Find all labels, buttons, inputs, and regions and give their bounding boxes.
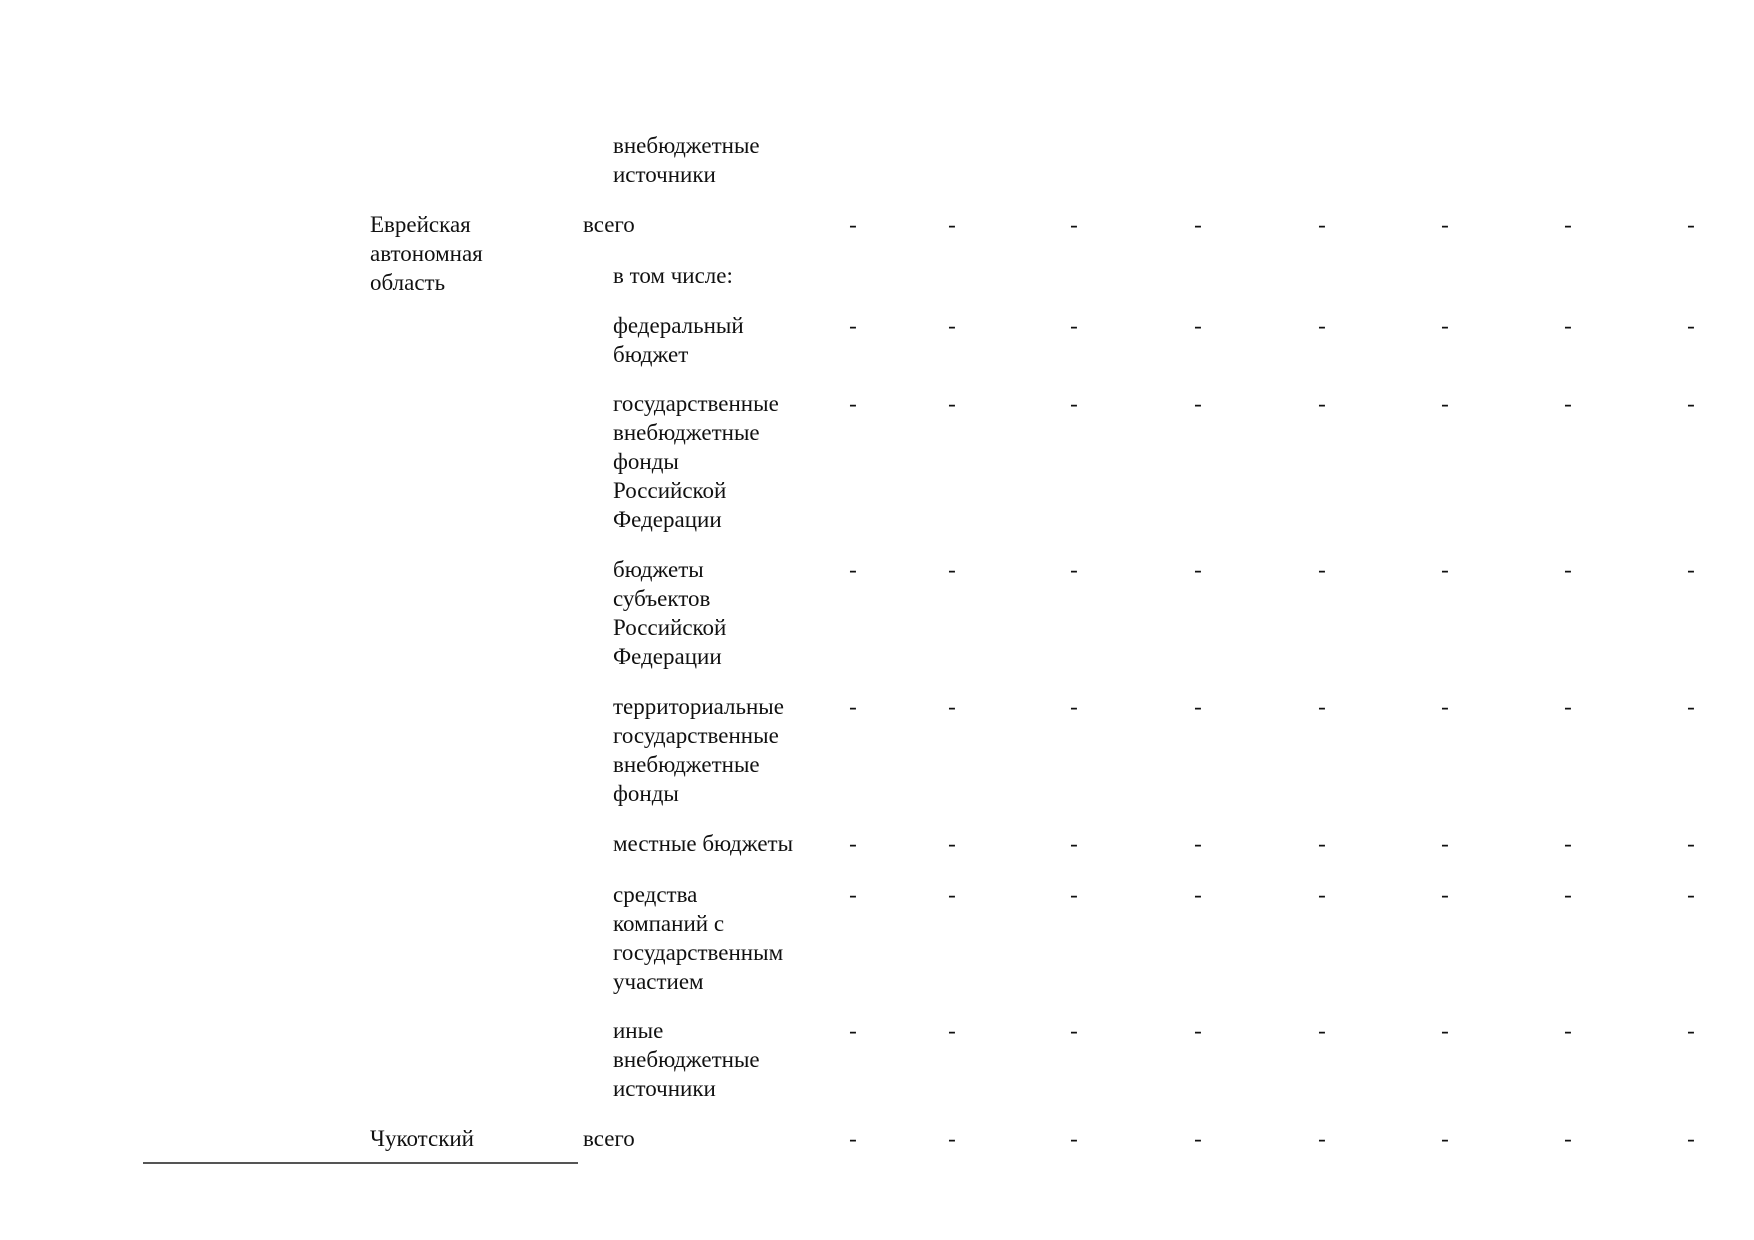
value-cell: -	[1441, 557, 1449, 582]
value-cell: -	[1318, 391, 1326, 416]
value-cell: -	[849, 831, 857, 856]
value-cell: -	[1687, 557, 1695, 582]
row-label-local-budgets	[613, 829, 793, 858]
value-cell: -	[1564, 557, 1572, 582]
value-cell: -	[1564, 831, 1572, 856]
region-name-chukotka: Чукотский	[370, 1126, 474, 1151]
including-label: в том числе:	[613, 263, 733, 288]
label-line: бюджет	[613, 342, 689, 367]
value-cell: -	[1564, 1018, 1572, 1043]
value-cell: -	[1318, 212, 1326, 237]
region-name-jewish-ao	[370, 210, 483, 297]
value-cell: -	[1318, 1126, 1326, 1151]
value-cell: -	[1194, 831, 1202, 856]
label-line: Российской	[613, 615, 727, 640]
label-line: внебюджетные	[613, 420, 760, 445]
value-cell: -	[1194, 1126, 1202, 1151]
label-line: внебюджетные	[613, 133, 760, 158]
value-cell: -	[1318, 831, 1326, 856]
label-line: источники	[613, 1076, 716, 1101]
value-cell: -	[1687, 313, 1695, 338]
value-cell: -	[1564, 694, 1572, 719]
label-line: Федерации	[613, 507, 722, 532]
label-line: средства	[613, 882, 698, 907]
value-cell: -	[948, 212, 956, 237]
label-line: внебюджетные	[613, 1047, 760, 1072]
value-cell: -	[849, 1126, 857, 1151]
value-cell: -	[1194, 212, 1202, 237]
value-cell: -	[1441, 1126, 1449, 1151]
value-cell: -	[1194, 882, 1202, 907]
value-cell: -	[1194, 313, 1202, 338]
value-cell: -	[849, 313, 857, 338]
value-cell: -	[948, 391, 956, 416]
label-line: участием	[613, 969, 704, 994]
label-line: Российской	[613, 478, 727, 503]
label-line: местные бюджеты	[613, 831, 794, 856]
value-cell: -	[948, 831, 956, 856]
total-label: всего	[583, 212, 635, 237]
value-cell: -	[849, 391, 857, 416]
value-cell: -	[1070, 557, 1078, 582]
value-cell: -	[1564, 882, 1572, 907]
value-cell: -	[1318, 557, 1326, 582]
row-label-territorial-funds	[613, 692, 784, 808]
label-line: федеральный	[613, 313, 744, 338]
value-cell: -	[1194, 1018, 1202, 1043]
value-cell: -	[849, 1018, 857, 1043]
label-line: бюджеты	[613, 557, 704, 582]
row-label-state-companies	[613, 880, 783, 996]
value-cell: -	[1070, 882, 1078, 907]
value-cell: -	[1318, 1018, 1326, 1043]
value-cell: -	[1441, 694, 1449, 719]
value-cell: -	[1194, 391, 1202, 416]
label-line: государственные	[613, 723, 779, 748]
label-line: иные	[613, 1018, 664, 1043]
value-cell: -	[1441, 1018, 1449, 1043]
value-cell: -	[849, 694, 857, 719]
value-cell: -	[1194, 694, 1202, 719]
label-line: фонды	[613, 781, 679, 806]
value-cell: -	[948, 1126, 956, 1151]
value-cell: -	[1564, 212, 1572, 237]
value-cell: -	[948, 882, 956, 907]
value-cell: -	[1687, 882, 1695, 907]
label-line: территориальные	[613, 694, 784, 719]
row-label-federal-budget	[613, 311, 744, 369]
footnote-separator	[143, 1162, 578, 1164]
value-cell: -	[1687, 831, 1695, 856]
label-line: государственные	[613, 391, 779, 416]
value-cell: -	[1070, 1126, 1078, 1151]
label-line: автономная	[370, 241, 483, 266]
value-cell: -	[1564, 1126, 1572, 1151]
value-cell: -	[849, 212, 857, 237]
value-cell: -	[1441, 212, 1449, 237]
value-cell: -	[849, 882, 857, 907]
label-line: государственным	[613, 940, 784, 965]
value-cell: -	[948, 694, 956, 719]
value-cell: -	[948, 557, 956, 582]
label-line: область	[370, 270, 446, 295]
value-cell: -	[948, 313, 956, 338]
label-line: источники	[613, 162, 716, 187]
label-line: фонды	[613, 449, 679, 474]
value-cell: -	[1441, 391, 1449, 416]
label-line: Еврейская	[370, 212, 471, 237]
value-cell: -	[1687, 212, 1695, 237]
label-line: Федерации	[613, 644, 722, 669]
value-cell: -	[1441, 882, 1449, 907]
value-cell: -	[1687, 694, 1695, 719]
value-cell: -	[1687, 1018, 1695, 1043]
continuation-label	[613, 131, 760, 189]
value-cell: -	[1070, 694, 1078, 719]
value-cell: -	[1070, 313, 1078, 338]
label-line: компаний с	[613, 911, 725, 936]
value-cell: -	[1687, 391, 1695, 416]
value-cell: -	[1687, 1126, 1695, 1151]
value-cell: -	[1070, 831, 1078, 856]
value-cell: -	[1194, 557, 1202, 582]
row-label-state-extrabudgetary-funds	[613, 389, 779, 534]
value-cell: -	[1070, 1018, 1078, 1043]
row-label-other-sources	[613, 1016, 760, 1103]
value-cell: -	[1070, 212, 1078, 237]
value-cell: -	[1318, 882, 1326, 907]
value-cell: -	[1318, 694, 1326, 719]
label-line: внебюджетные	[613, 752, 760, 777]
value-cell: -	[1441, 831, 1449, 856]
label-line: субъектов	[613, 586, 711, 611]
value-cell: -	[1441, 313, 1449, 338]
row-label-regional-budgets	[613, 555, 726, 671]
value-cell: -	[1564, 391, 1572, 416]
total-label: всего	[583, 1126, 635, 1151]
value-cell: -	[1070, 391, 1078, 416]
value-cell: -	[849, 557, 857, 582]
value-cell: -	[948, 1018, 956, 1043]
value-cell: -	[1564, 313, 1572, 338]
value-cell: -	[1318, 313, 1326, 338]
